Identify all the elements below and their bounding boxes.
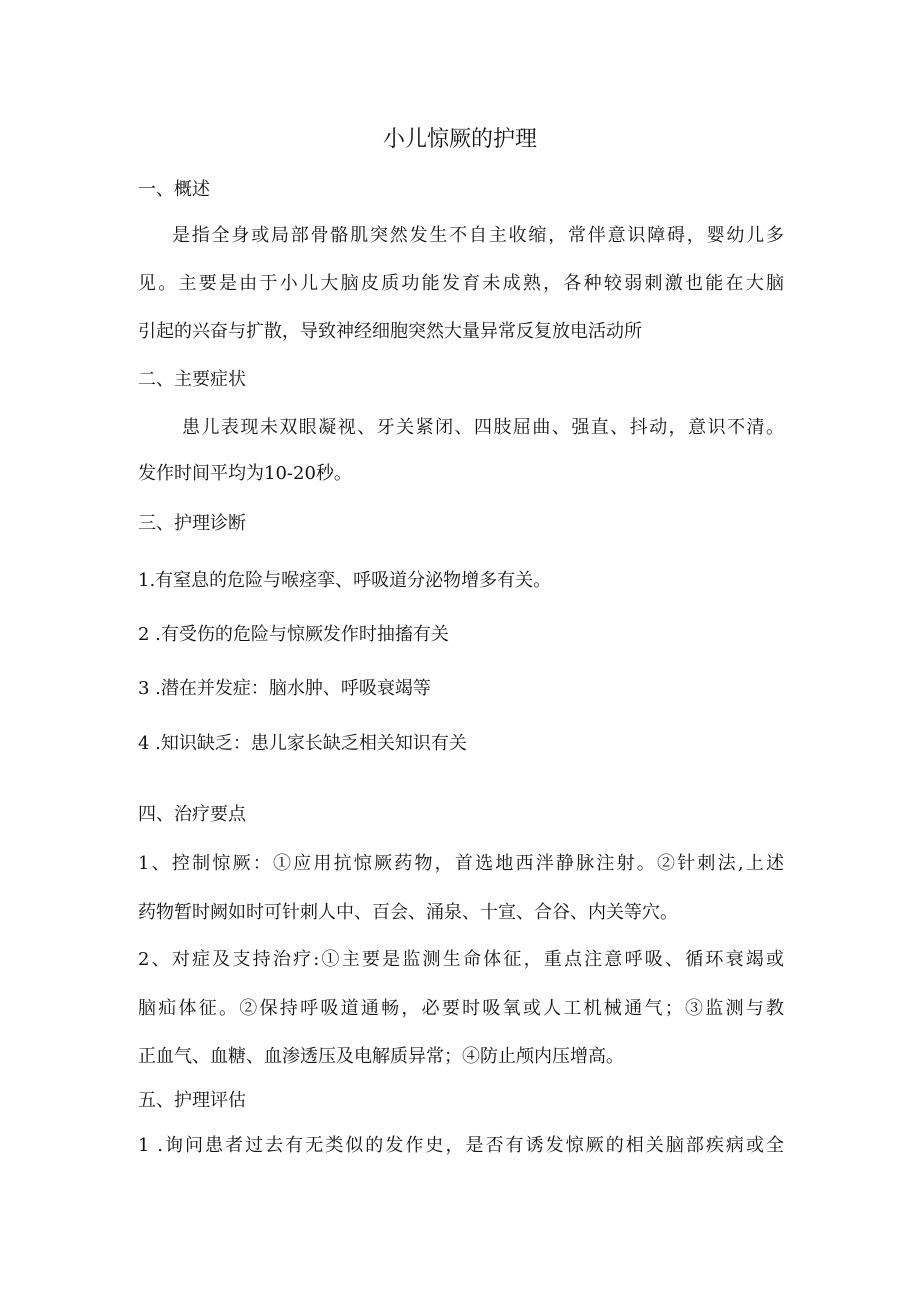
paragraph-line: 发作时间平均为10-20秒。 xyxy=(138,463,352,484)
paragraph-line: 1 .询问患者过去有无类似的发作史，是否有诱发惊厥的相关脑部疾病或全 xyxy=(138,1135,784,1156)
list-item: 1.有窒息的危险与喉痉挛、呼吸道分泌物增多有关。 xyxy=(138,570,552,591)
paragraph-line: 2、对症及支持治疗:①主要是监测生命体征，重点注意呼吸、循环衰竭或 xyxy=(138,949,784,970)
section-heading-assessment: 五、护理评估 xyxy=(138,1090,246,1111)
section-heading-overview: 一、概述 xyxy=(138,179,210,200)
paragraph-line: 药物暂时阙如时可针刺人中、百会、涌泉、十宣、合谷、内关等穴。 xyxy=(138,902,678,923)
section-heading-symptoms: 二、主要症状 xyxy=(138,369,246,390)
paragraph-line: 引起的兴奋与扩散，导致神经细胞突然大量异常反复放电活动所 xyxy=(138,321,642,342)
paragraph-line: 见。主要是由于小儿大脑皮质功能发育未成熟，各种较弱刺激也能在大脑 xyxy=(138,273,784,294)
list-item: 4 .知识缺乏：患儿家长缺乏相关知识有关 xyxy=(138,733,467,754)
page-title: 小儿惊厥的护理 xyxy=(382,127,537,152)
paragraph-line: 脑疝体征。②保持呼吸道通畅，必要时吸氧或人工机械通气；③监测与教 xyxy=(138,998,784,1019)
paragraph-line: 是指全身或局部骨骼肌突然发生不自主收缩，常伴意识障碍，婴幼儿多 xyxy=(172,225,784,246)
paragraph-line: 1、控制惊厥：①应用抗惊厥药物，首选地西泮静脉注射。②针刺法,上述 xyxy=(138,853,784,874)
section-heading-treatment: 四、治疗要点 xyxy=(138,804,246,825)
list-item: 3 .潜在并发症：脑水肿、呼吸衰竭等 xyxy=(138,678,431,699)
section-heading-diagnosis: 三、护理诊断 xyxy=(138,513,246,534)
list-item: 2 .有受伤的危险与惊厥发作时抽搐有关 xyxy=(138,624,449,645)
paragraph-line: 正血气、血糖、血渗透压及电解质异常；④防止颅内压增高。 xyxy=(138,1046,624,1067)
paragraph-line: 患儿表现未双眼凝视、牙关紧闭、四肢屈曲、强直、抖动，意识不清。 xyxy=(182,417,784,438)
